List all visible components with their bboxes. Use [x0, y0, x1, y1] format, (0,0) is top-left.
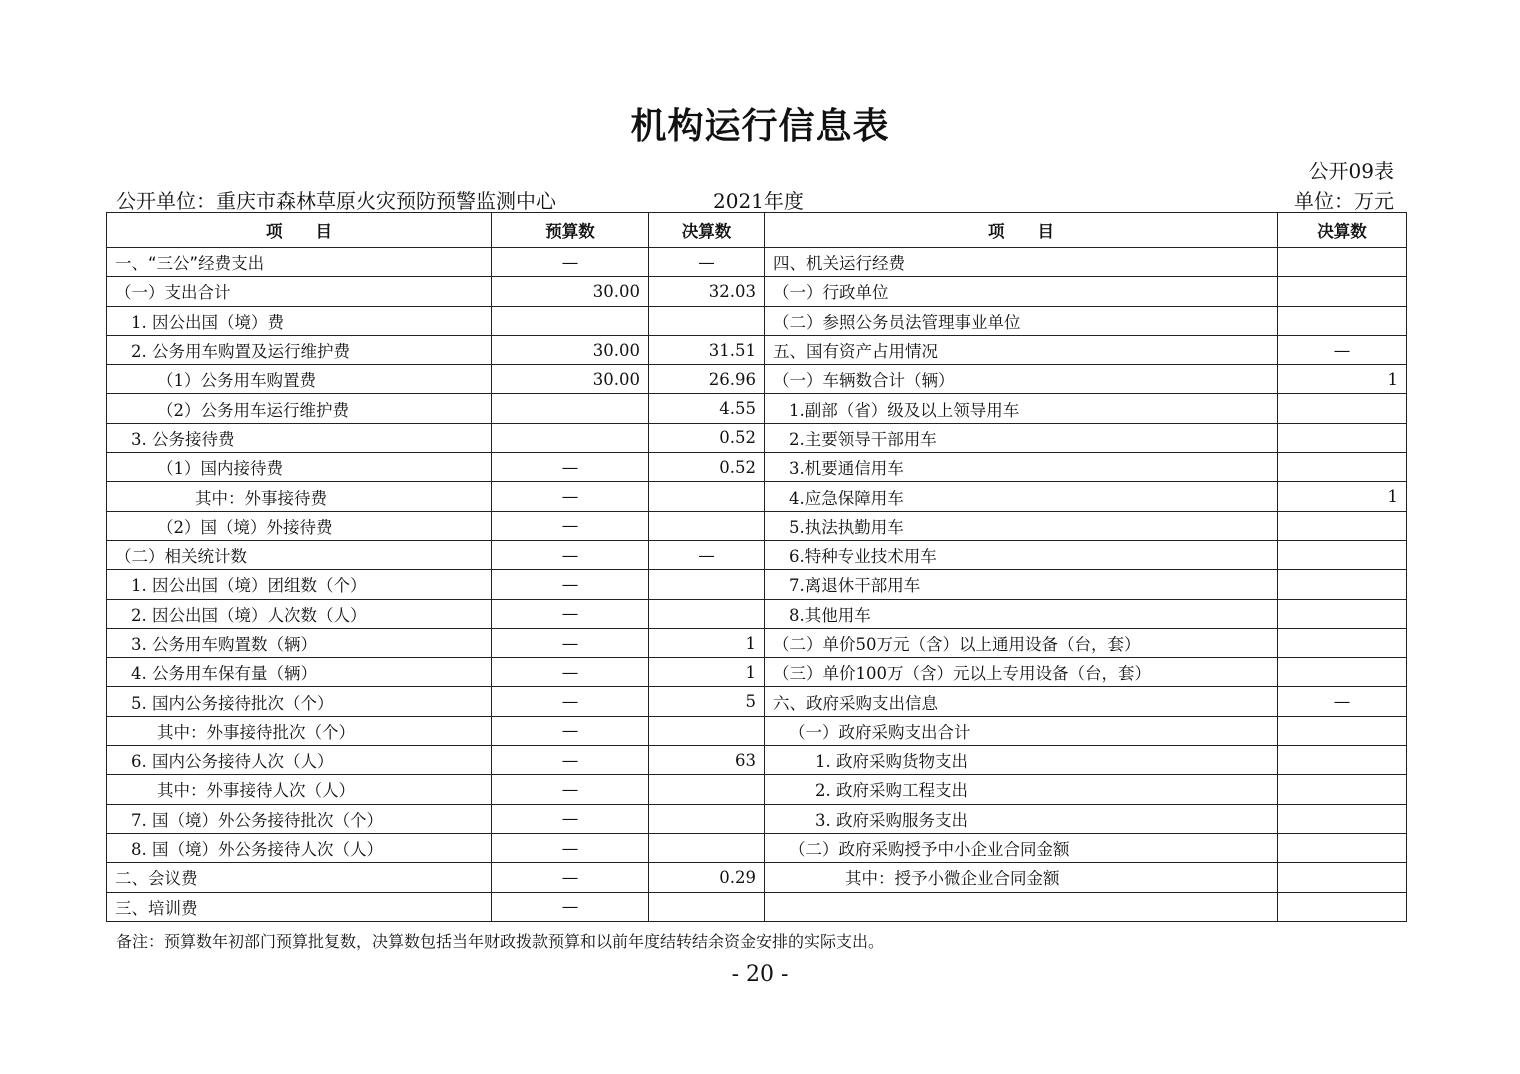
final-right-cell: [1278, 423, 1407, 452]
final-left-cell: [649, 775, 765, 804]
budget-cell: —: [492, 863, 649, 892]
table-header-row: [107, 213, 1407, 248]
final-left-cell: [649, 833, 765, 862]
table-row: [107, 746, 1407, 775]
left-item-cell: 二、会议费: [107, 863, 492, 892]
final-right-cell: [1278, 248, 1407, 277]
right-item-cell: （二）单价50万元（含）以上通用设备（台，套）: [765, 628, 1278, 657]
table-row: [107, 335, 1407, 364]
budget-cell: —: [492, 482, 649, 511]
final-right-cell: [1278, 277, 1407, 306]
final-right-cell: [1278, 892, 1407, 921]
final-left-cell: 1: [649, 628, 765, 657]
left-item-cell: （2）国（境）外接待费: [107, 511, 492, 540]
budget-cell: —: [492, 540, 649, 569]
final-right-cell: 1: [1278, 482, 1407, 511]
right-item-cell: （三）单价100万（含）元以上专用设备（台，套）: [765, 658, 1278, 687]
left-item-cell: （2）公务用车运行维护费: [107, 394, 492, 423]
final-right-cell: [1278, 540, 1407, 569]
budget-cell: [492, 394, 649, 423]
budget-cell: 30.00: [492, 335, 649, 364]
table-row: [107, 570, 1407, 599]
right-item-cell: [765, 892, 1278, 921]
table-row: [107, 775, 1407, 804]
budget-cell: —: [492, 892, 649, 921]
left-item-cell: （1）公务用车购置费: [107, 365, 492, 394]
left-item-cell: （1）国内接待费: [107, 453, 492, 482]
budget-cell: —: [492, 687, 649, 716]
final-left-cell: [649, 570, 765, 599]
right-item-cell: 其中：授予小微企业合同金额: [765, 863, 1278, 892]
budget-cell: —: [492, 570, 649, 599]
table-row: [107, 599, 1407, 628]
page-number: - 20 -: [731, 962, 789, 987]
final-left-cell: [649, 306, 765, 335]
table-row: [107, 833, 1407, 862]
final-right-cell: [1278, 833, 1407, 862]
final-left-cell: 5: [649, 687, 765, 716]
right-item-cell: 六、政府采购支出信息: [765, 687, 1278, 716]
right-item-cell: 6.特种专业技术用车: [765, 540, 1278, 569]
final-right-cell: [1278, 746, 1407, 775]
right-item-cell: 5.执法执勤用车: [765, 511, 1278, 540]
final-left-cell: [649, 716, 765, 745]
left-item-cell: 其中：外事接待人次（人）: [107, 775, 492, 804]
operation-info-table: [106, 212, 1407, 922]
left-item-cell: 1. 因公出国（境）费: [107, 306, 492, 335]
table-row: [107, 482, 1407, 511]
right-item-cell: （一）车辆数合计（辆）: [765, 365, 1278, 394]
budget-cell: —: [492, 833, 649, 862]
final-right-cell: [1278, 306, 1407, 335]
budget-cell: —: [492, 511, 649, 540]
table-row: [107, 892, 1407, 921]
budget-cell: —: [492, 804, 649, 833]
budget-cell: —: [492, 599, 649, 628]
right-item-cell: 7.离退休干部用车: [765, 570, 1278, 599]
budget-cell: 30.00: [492, 365, 649, 394]
final-left-cell: —: [649, 248, 765, 277]
final-left-cell: [649, 892, 765, 921]
final-right-cell: [1278, 716, 1407, 745]
final-left-cell: —: [649, 540, 765, 569]
final-left-cell: [649, 804, 765, 833]
table-row: [107, 716, 1407, 745]
left-item-cell: 三、培训费: [107, 892, 492, 921]
budget-cell: —: [492, 658, 649, 687]
budget-cell: —: [492, 453, 649, 482]
left-item-cell: 3. 公务用车购置数（辆）: [107, 628, 492, 657]
table-row: [107, 394, 1407, 423]
table-row: [107, 306, 1407, 335]
final-left-cell: 0.52: [649, 453, 765, 482]
final-left-cell: 1: [649, 658, 765, 687]
final-right-cell: —: [1278, 687, 1407, 716]
left-item-cell: 其中：外事接待费: [107, 482, 492, 511]
left-item-cell: 4. 公务用车保有量（辆）: [107, 658, 492, 687]
final-right-cell: [1278, 570, 1407, 599]
final-left-cell: [649, 482, 765, 511]
right-item-cell: 1. 政府采购货物支出: [765, 746, 1278, 775]
final-right-cell: [1278, 863, 1407, 892]
budget-cell: [492, 306, 649, 335]
right-item-cell: 4.应急保障用车: [765, 482, 1278, 511]
final-right-cell: [1278, 658, 1407, 687]
left-item-cell: 8. 国（境）外公务接待人次（人）: [107, 833, 492, 862]
table-row: [107, 248, 1407, 277]
table-row: [107, 628, 1407, 657]
right-item-cell: 3.机要通信用车: [765, 453, 1278, 482]
footnote: 备注：预算数年初部门预算批复数，决算数包括当年财政拨款预算和以前年度结转结余资金安排的实际支出。: [116, 932, 885, 951]
table-row: [107, 277, 1407, 306]
final-left-cell: 32.03: [649, 277, 765, 306]
budget-cell: —: [492, 248, 649, 277]
header-budget: 预算数: [492, 213, 649, 248]
final-left-cell: 4.55: [649, 394, 765, 423]
header-final-left: 决算数: [649, 213, 765, 248]
budget-cell: —: [492, 746, 649, 775]
final-right-cell: —: [1278, 335, 1407, 364]
budget-cell: —: [492, 775, 649, 804]
header-final-right: 决算数: [1278, 213, 1407, 248]
table-row: [107, 804, 1407, 833]
final-left-cell: [649, 599, 765, 628]
right-item-cell: 1.副部（省）级及以上领导用车: [765, 394, 1278, 423]
final-right-cell: [1278, 628, 1407, 657]
right-item-cell: 3. 政府采购服务支出: [765, 804, 1278, 833]
left-item-cell: （二）相关统计数: [107, 540, 492, 569]
header-item-right: 项 目: [765, 213, 1278, 248]
final-left-cell: [649, 511, 765, 540]
right-item-cell: 2. 政府采购工程支出: [765, 775, 1278, 804]
fiscal-year: 2021年度: [713, 189, 804, 213]
budget-cell: —: [492, 716, 649, 745]
money-unit: 单位：万元: [1294, 189, 1394, 213]
budget-cell: [492, 423, 649, 452]
table-row: [107, 511, 1407, 540]
left-item-cell: 6. 国内公务接待人次（人）: [107, 746, 492, 775]
table-row: [107, 658, 1407, 687]
left-item-cell: 1. 因公出国（境）团组数（个）: [107, 570, 492, 599]
left-item-cell: （一）支出合计: [107, 277, 492, 306]
left-item-cell: 5. 国内公务接待批次（个）: [107, 687, 492, 716]
final-right-cell: [1278, 599, 1407, 628]
left-item-cell: 2. 因公出国（境）人次数（人）: [107, 599, 492, 628]
left-item-cell: 7. 国（境）外公务接待批次（个）: [107, 804, 492, 833]
final-right-cell: [1278, 453, 1407, 482]
header-item-left: 项 目: [107, 213, 492, 248]
right-item-cell: （二）参照公务员法管理事业单位: [765, 306, 1278, 335]
final-right-cell: 1: [1278, 365, 1407, 394]
left-item-cell: 其中：外事接待批次（个）: [107, 716, 492, 745]
final-left-cell: 0.52: [649, 423, 765, 452]
reporting-unit: 公开单位：重庆市森林草原火灾预防预警监测中心: [116, 189, 556, 213]
right-item-cell: 8.其他用车: [765, 599, 1278, 628]
right-item-cell: 四、机关运行经费: [765, 248, 1278, 277]
right-item-cell: （一）行政单位: [765, 277, 1278, 306]
final-left-cell: 63: [649, 746, 765, 775]
final-right-cell: [1278, 804, 1407, 833]
final-left-cell: 0.29: [649, 863, 765, 892]
table-row: [107, 423, 1407, 452]
page-title: 机构运行信息表: [630, 106, 890, 147]
right-item-cell: 五、国有资产占用情况: [765, 335, 1278, 364]
table-row: [107, 365, 1407, 394]
left-item-cell: 一、“三公”经费支出: [107, 248, 492, 277]
right-item-cell: （二）政府采购授予中小企业合同金额: [765, 833, 1278, 862]
final-right-cell: [1278, 775, 1407, 804]
final-right-cell: [1278, 394, 1407, 423]
table-row: [107, 863, 1407, 892]
left-item-cell: 3. 公务接待费: [107, 423, 492, 452]
budget-cell: —: [492, 628, 649, 657]
right-item-cell: （一）政府采购支出合计: [765, 716, 1278, 745]
right-item-cell: 2.主要领导干部用车: [765, 423, 1278, 452]
table-row: [107, 540, 1407, 569]
budget-cell: 30.00: [492, 277, 649, 306]
final-left-cell: 31.51: [649, 335, 765, 364]
form-number: 公开09表: [1308, 159, 1394, 183]
table-body: [107, 248, 1407, 922]
final-right-cell: [1278, 511, 1407, 540]
left-item-cell: 2. 公务用车购置及运行维护费: [107, 335, 492, 364]
table-row: [107, 453, 1407, 482]
final-left-cell: 26.96: [649, 365, 765, 394]
table-row: [107, 687, 1407, 716]
